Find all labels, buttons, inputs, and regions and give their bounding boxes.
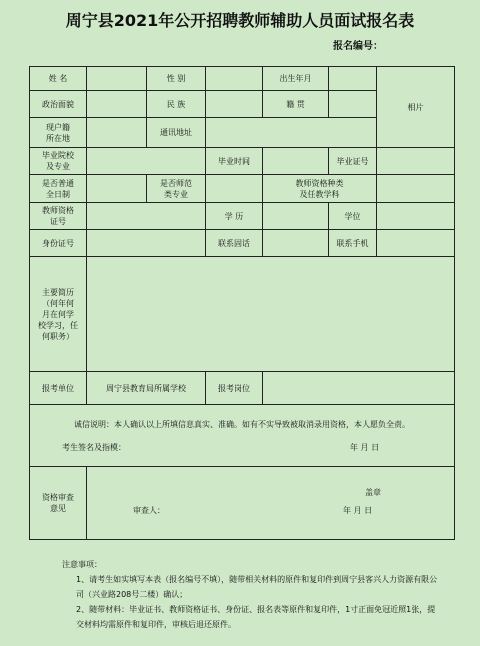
phone-field[interactable] [263,230,329,257]
teacher-major-label: 是否师范 类专业 [147,175,206,203]
ethnicity-label: 民 族 [147,91,206,118]
grad-cert-label: 毕业证号 [329,148,377,175]
birth-field[interactable] [329,67,377,91]
notes-item-1: 1、请考生如实填写本表（报名编号不填），随带相关材料的原件和复印件到周宁县客兴人力资源有限公司（兴业路208号二楼）确认； [76,575,438,599]
mobile-field[interactable] [377,230,455,257]
address-field[interactable] [206,118,377,148]
political-label: 政治面貌 [30,91,87,118]
school-label: 毕业院校 及专业 [30,148,87,175]
stamp-label: 盖章 [365,488,381,497]
page-title: 周宁县2021年公开招聘教师辅助人员面试报名表 [65,11,415,30]
id-no-label: 身份证号 [30,230,87,257]
name-field[interactable] [87,67,147,91]
review-label: 资格审查 意见 [30,467,87,540]
notes-section [62,557,442,632]
apply-post-label: 报考岗位 [206,372,263,405]
signature-label: 考生签名及指模： [62,442,126,452]
registration-number-label: 报名编号： [333,41,383,52]
notes-heading: 注意事项： [62,560,102,569]
integrity-statement: 诚信说明：本人确认以上所填信息真实、准确。如有不实导致被取消录用资格，本人愿负全责。 [74,419,410,429]
apply-unit-label: 报考单位 [30,372,87,405]
name-label: 姓 名 [30,67,87,91]
birth-label: 出生年月 [263,67,329,91]
resume-field[interactable] [87,257,455,372]
gender-field[interactable] [206,67,263,91]
teacher-major-field[interactable] [206,175,263,203]
apply-unit-value: 周宁县教育局所属学校 [87,372,206,405]
review-date: 年 月 日 [343,506,373,515]
signature-date: 年 月 日 [350,442,380,452]
gender-label: 性 别 [147,67,206,91]
mobile-label: 联系手机 [329,230,377,257]
school-field[interactable] [87,148,206,175]
review-field[interactable] [87,467,455,540]
cert-no-label: 教师资格 证号 [30,203,87,230]
reviewer-label: 审查人： [133,506,165,515]
photo-cell: 相片 [377,67,455,148]
cert-type-label: 教师资格种类 及任教学科 [263,175,377,203]
ethnicity-field[interactable] [206,91,263,118]
hukou-field[interactable] [87,118,147,148]
cert-type-field[interactable] [377,175,455,203]
fulltime-field[interactable] [87,175,147,203]
resume-label: 主要简历 （何年何 月在何学 校学习，任 何职务） [30,257,87,372]
id-no-field[interactable] [87,230,206,257]
education-field[interactable] [263,203,329,230]
notes-item-2: 2、随带材料：毕业证书、教师资格证书、身份证、报名表等原件和复印件，1寸正面免冠近照1张，提交材料均需原件和复印件，审核后退还原件。 [76,605,436,629]
phone-label: 联系固话 [206,230,263,257]
grad-cert-field[interactable] [377,148,455,175]
degree-field[interactable] [377,203,455,230]
degree-label: 学位 [329,203,377,230]
application-form-table [29,66,455,540]
grad-time-label: 毕业时间 [206,148,263,175]
fulltime-label: 是否普通 全日制 [30,175,87,203]
grad-time-field[interactable] [263,148,329,175]
cert-no-field[interactable] [87,203,206,230]
hukou-label: 现户籍 所在地 [30,118,87,148]
education-label: 学 历 [206,203,263,230]
political-field[interactable] [87,91,147,118]
apply-post-field[interactable] [263,372,455,405]
integrity-statement-cell [30,405,455,467]
address-label: 通讯地址 [147,118,206,148]
native-field[interactable] [329,91,377,118]
native-label: 籍 贯 [263,91,329,118]
